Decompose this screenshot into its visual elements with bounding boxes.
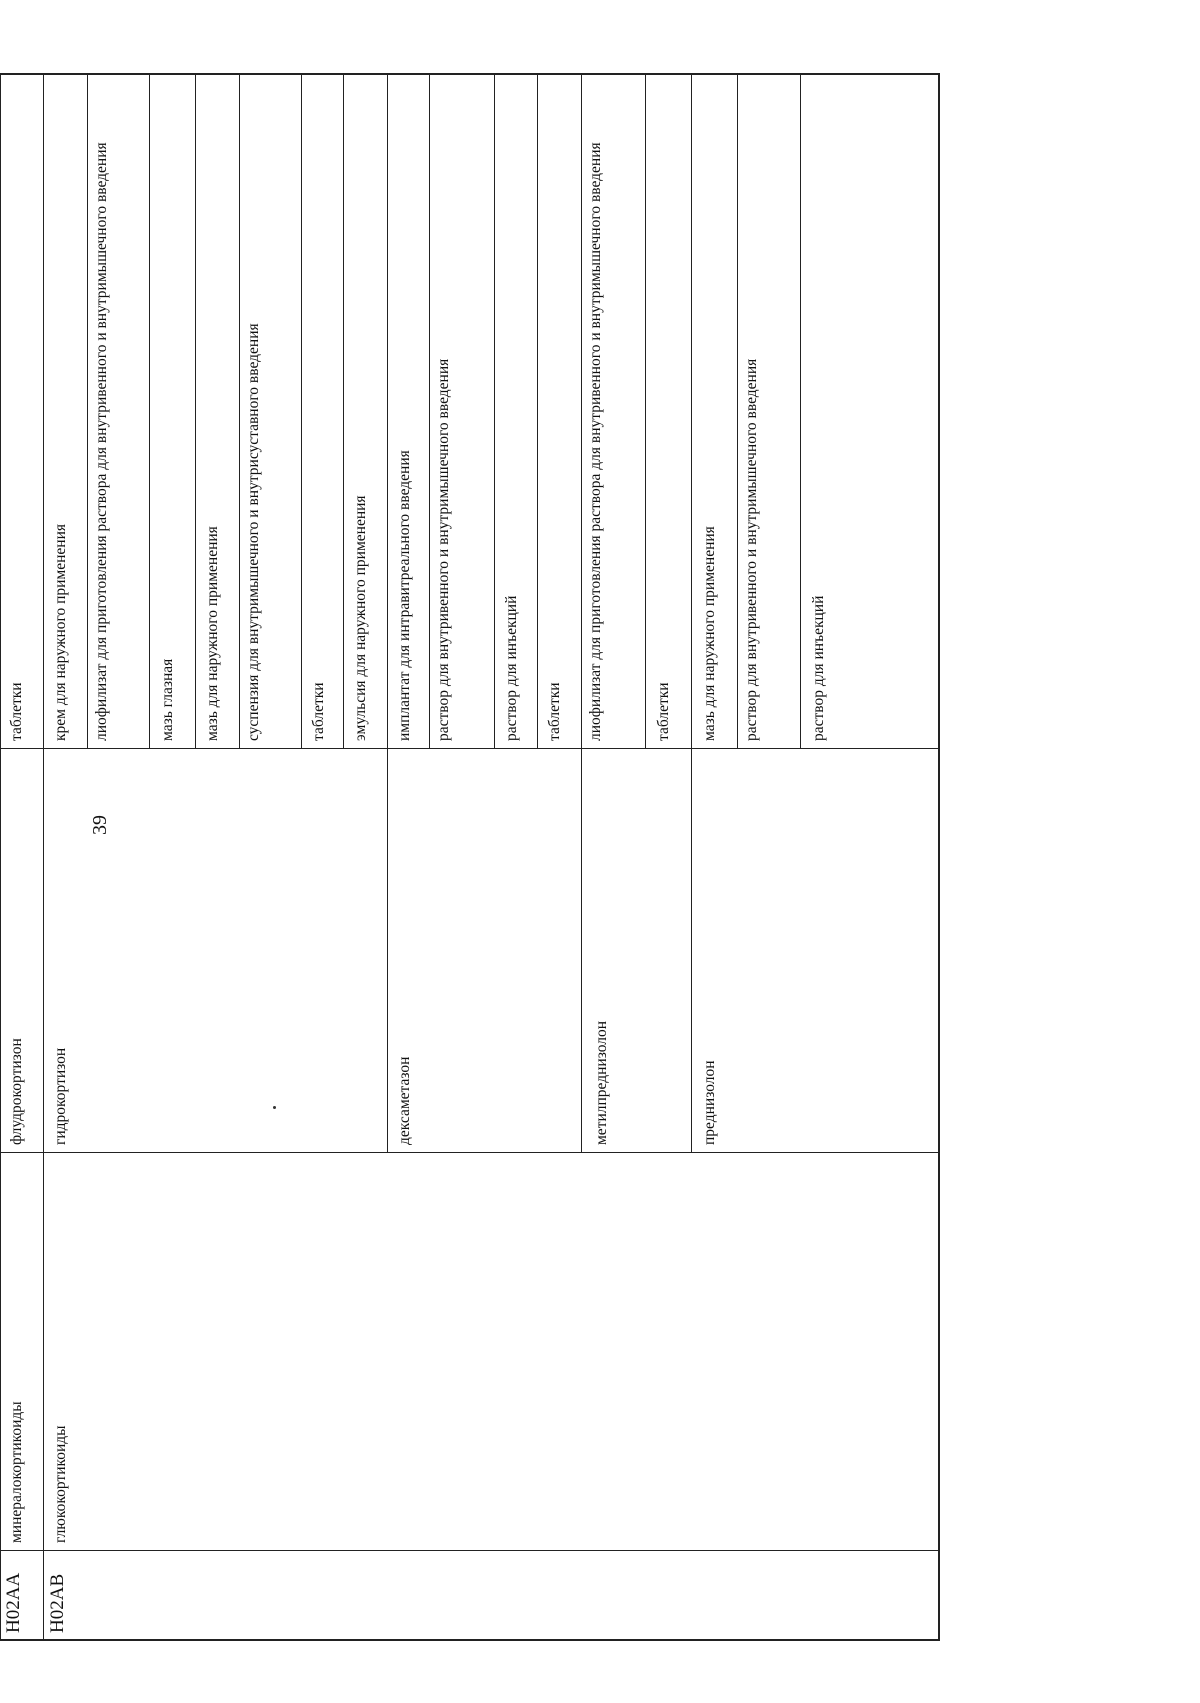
dosage-form: таблетки xyxy=(8,682,25,741)
dosage-form: раствор для инъекций xyxy=(810,595,827,741)
dosage-form: таблетки xyxy=(310,682,327,741)
dosage-form: раствор для внутривенного и внутримышечного введения xyxy=(743,358,760,741)
dosage-form: мазь для наружного применения xyxy=(701,526,718,741)
dosage-form: эмульсия для наружного применения xyxy=(352,495,369,741)
dosage-form: лиофилизат для приготовления раствора для внутривенного и внутримышечного введения xyxy=(93,142,110,741)
dosage-form: таблетки xyxy=(655,682,672,741)
column-divider xyxy=(0,1152,940,1153)
group-name: минералокортикоиды xyxy=(8,1401,25,1543)
dosage-form: имплантат для интравитреального введения xyxy=(396,450,413,741)
dosage-form: суспензия для внутримышечного и внутрисуставного введения xyxy=(245,323,262,741)
dosage-form: мазь глазная xyxy=(159,658,176,741)
dosage-form: крем для наружного применения xyxy=(52,523,69,741)
dosage-form: раствор для внутривенного и внутримышечного введения xyxy=(435,358,452,741)
atc-code: H02AB xyxy=(47,1573,68,1633)
drug-name: дексаметазон xyxy=(396,1056,413,1145)
drug-name: гидрокортизон xyxy=(52,1047,69,1145)
column-divider xyxy=(0,1550,940,1551)
dosage-form: мазь для наружного применения xyxy=(204,526,221,741)
medication-table xyxy=(0,73,940,1641)
drug-name: метилпреднизолон xyxy=(593,1020,610,1145)
atc-code: H02AA xyxy=(3,1572,24,1633)
drug-name: преднизолон xyxy=(701,1060,718,1145)
dosage-form: раствор для инъекций xyxy=(503,595,520,741)
dosage-form: таблетки xyxy=(546,682,563,741)
drug-name: флудрокортизон xyxy=(8,1038,25,1145)
group-name: глюкокортикоиды xyxy=(52,1425,69,1543)
dosage-form: лиофилизат для приготовления раствора для внутривенного и внутримышечного введения xyxy=(587,142,604,741)
page-number: 39 xyxy=(89,815,111,835)
